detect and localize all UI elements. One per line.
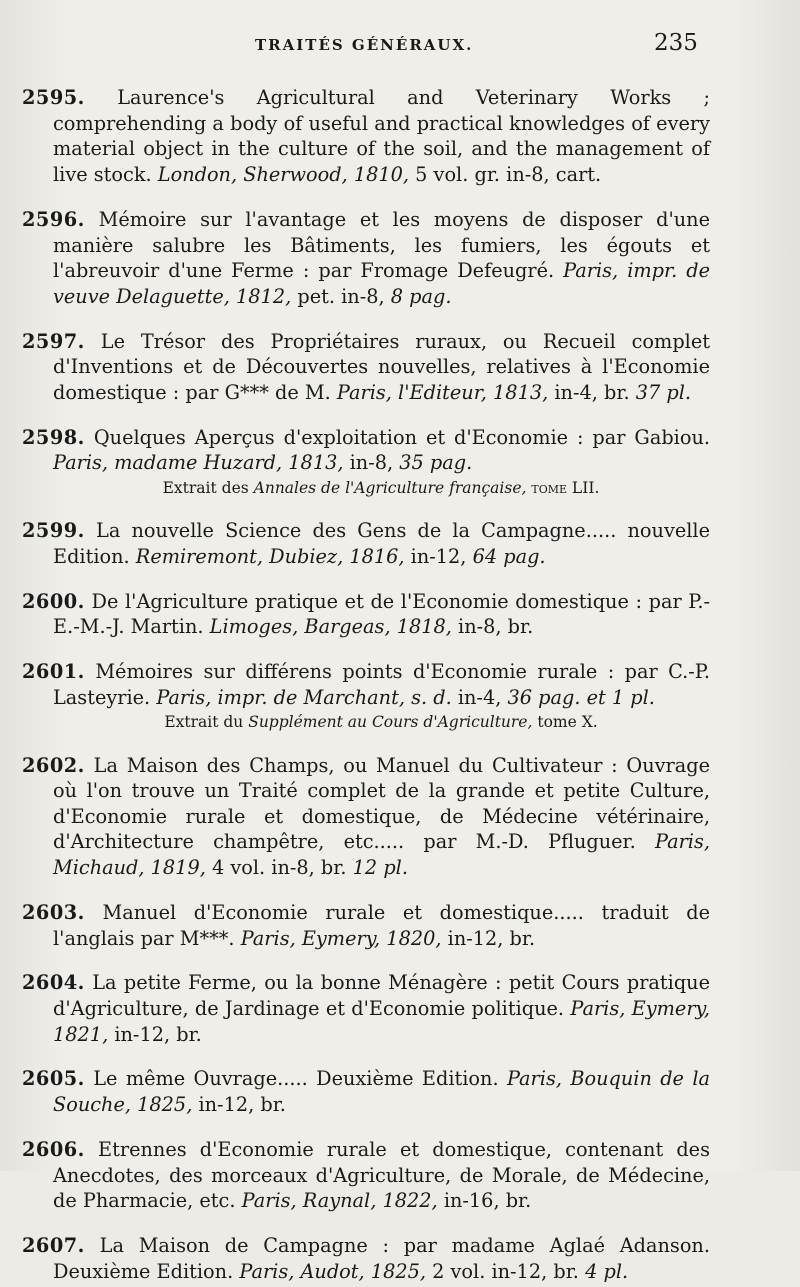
entry-imprint: Remiremont, Dubiez, 1816, (135, 544, 405, 568)
running-title: TRAITÉS GÉNÉRAUX. (255, 36, 474, 54)
entry-format: in-12, br. (447, 926, 536, 950)
bibliography-entry-2603 (22, 900, 710, 951)
note-volume: tome LII. (531, 478, 600, 497)
entry-title: Mémoire sur l'avantage et les moyens de disposer d'une manière salubre les Bâtiments, les fumiers, les égouts et l'abreuvoir d'une Ferme : par Fromage Defeugré. (53, 207, 710, 283)
entry-imprint: Paris, Audot, 1825, (239, 1259, 426, 1283)
bibliography-entry-2606 (22, 1137, 710, 1214)
entry-number: 2602. (22, 753, 85, 777)
entry-imprint: Paris, Eymery, 1820, (240, 926, 442, 950)
entry-format: 4 vol. in-8, br. (211, 856, 347, 880)
bibliography-list (22, 66, 710, 1287)
entry-imprint: Paris, Michaud, 1819, (53, 830, 710, 880)
bibliography-entry-2595 (22, 85, 710, 187)
entry-pagination: 8 pag. (390, 284, 452, 308)
note-volume: tome X. (537, 713, 598, 732)
entry-format: in-8, (349, 451, 394, 475)
entry-number: 2604. (22, 971, 85, 995)
entry-title: Le même Ouvrage..... Deuxième Edition. (93, 1067, 499, 1091)
entry-title: Etrennes d'Economie rurale et domestique, contenant des Anecdotes, des morceaux d'Agriculture, de Morale, de Médecine, de Pharmacie, etc. (53, 1137, 710, 1213)
entry-title: Le Trésor des Propriétaires ruraux, ou Recueil complet d'Inventions et de Découvertes nouvelles, relatives à l'Economie domestique : par G*** de M. (53, 329, 710, 404)
entry-number: 2599. (22, 519, 85, 543)
entry-number: 2607. (22, 1234, 85, 1258)
entry-imprint: Paris, madame Huzard, 1813, (53, 451, 344, 475)
note-prefix: Extrait du (164, 713, 244, 732)
entry-format: 2 vol. in-12, br. (432, 1259, 579, 1283)
entry-title: La nouvelle Science des Gens de la Campagne..... nouvelle Edition. (53, 519, 710, 568)
page-header (0, 30, 800, 60)
entry-format: in-12, br. (114, 1022, 202, 1046)
bibliography-entry-2596 (22, 207, 710, 309)
entry-number: 2601. (22, 660, 85, 684)
entry-number: 2600. (22, 589, 85, 613)
entry-title: Manuel d'Economie rurale et domestique..... traduit de l'anglais par M***. (53, 900, 710, 950)
entry-pagination: 36 pag. et 1 pl. (507, 685, 655, 709)
entry-number: 2595. (22, 86, 85, 110)
entry-pagination: 37 pl. (635, 380, 692, 404)
bibliography-entry-2600 (22, 589, 710, 640)
entry-pagination: 35 pag. (399, 451, 473, 475)
entry-pagination: 4 pl. (585, 1259, 629, 1283)
bibliography-entry-2602 (22, 753, 710, 881)
entry-title: La Maison de Campagne : par madame Aglaé Adanson. Deuxième Edition. (53, 1234, 710, 1283)
entry-format: pet. in-8, (297, 284, 385, 308)
entry-format: in-4, (457, 685, 502, 709)
entry-number: 2597. (22, 329, 85, 353)
entry-number: 2603. (22, 900, 85, 924)
entry-pagination: 64 pag. (472, 544, 546, 568)
note-title: Supplément au Cours d'Agriculture, (248, 713, 533, 732)
bibliography-entry-2605 (22, 1066, 710, 1117)
entry-imprint: Paris, Bouquin de la Souche, 1825, (53, 1067, 710, 1117)
note-title: Annales de l'Agriculture française, (253, 478, 527, 497)
entry-number: 2598. (22, 425, 85, 449)
entry-title: De l'Agriculture pratique et de l'Economie domestique : par P.-E.-M.-J. Martin. (53, 589, 710, 639)
entry-format: in-8, br. (458, 615, 534, 639)
entry-number: 2606. (22, 1137, 85, 1161)
source-note (22, 477, 710, 499)
entry-format: in-12, br. (198, 1093, 286, 1117)
bibliography-entry-2601 (22, 659, 710, 710)
entry-imprint: Paris, impr. de Marchant, s. d. (156, 685, 452, 709)
entry-title: Laurence's Agricultural and Veterinary Works ; comprehending a body of useful and practical knowledges of every material object in the culture of the soil, and the management of live stock. (53, 86, 710, 187)
entry-imprint: Limoges, Bargeas, 1818, (209, 615, 452, 639)
entry-format: 5 vol. gr. in-8, cart. (415, 163, 602, 187)
entry-number: 2605. (22, 1067, 85, 1091)
bibliography-entry-2604 (22, 970, 710, 1047)
entry-format: in-4, br. (554, 380, 630, 404)
entry-title: Mémoires sur différens points d'Economie rurale : par C.-P. Lasteyrie. (53, 660, 710, 709)
entry-imprint: Paris, l'Editeur, 1813, (336, 380, 549, 404)
bibliography-entry-2598 (22, 425, 710, 476)
entry-pagination: 12 pl. (352, 856, 408, 880)
bibliography-entry-2599 (22, 518, 710, 569)
entry-imprint: Paris, Eymery, 1821, (53, 997, 710, 1046)
entry-format: in-16, br. (443, 1189, 532, 1213)
entry-imprint: London, Sherwood, 1810, (157, 163, 410, 187)
entry-title: La Maison des Champs, ou Manuel du Cultivateur : Ouvrage où l'on trouve un Traité complet de la grande et petite Culture, d'Economie rurale et domestique, de Médecine vétérinaire, d'Architecture champêtre, etc..... par M.-D. Pfluguer. (53, 753, 710, 854)
entry-number: 2596. (22, 207, 85, 231)
entry-imprint: Paris, Raynal, 1822, (241, 1189, 438, 1213)
entry-title: Quelques Aperçus d'exploitation et d'Economie : par Gabiou. (93, 425, 710, 449)
bibliography-entry-2607 (22, 1233, 710, 1284)
bibliography-entry-2597 (22, 329, 710, 406)
entry-imprint: Paris, impr. de veuve Delaguette, 1812, (53, 259, 710, 308)
entry-format: in-12, (410, 544, 467, 568)
source-note (22, 711, 710, 733)
note-prefix: Extrait des (162, 478, 249, 497)
entry-title: La petite Ferme, ou la bonne Ménagère : petit Cours pratique d'Agriculture, de Jardinage et d'Economie politique. (53, 971, 710, 1020)
page-number: 235 (654, 30, 698, 56)
